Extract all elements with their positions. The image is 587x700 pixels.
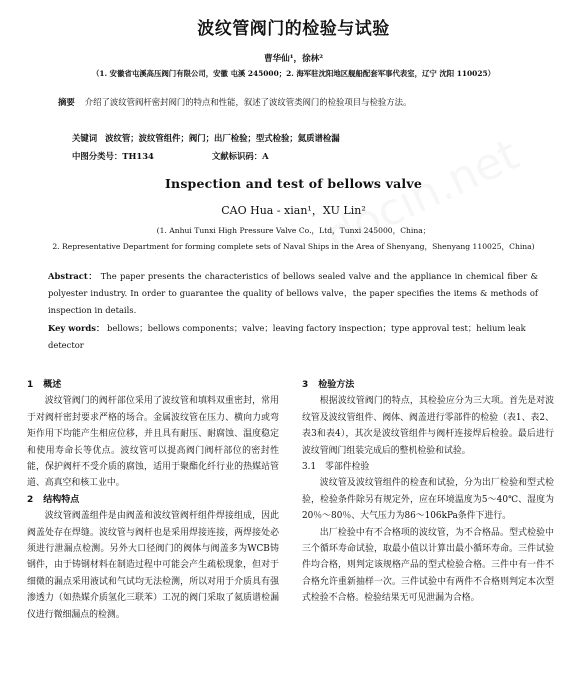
chinese-keywords bbox=[72, 132, 542, 144]
section-3-1-heading: 3.1 零部件检验 bbox=[302, 462, 370, 473]
english-affiliation-1: (1. Anhui Tunxi High Pressure Valve Co.，Ltd，Tunxi 245000，China； bbox=[156, 226, 431, 235]
chinese-abstract bbox=[58, 95, 538, 110]
section-1-paragraph: 波纹管阀门的阀杆部位采用了波纹管和填料双重密封，常用于对阀杆密封要求严格的场合。金属波纹管在压力、横向力或弯矩作用下均能产生相应位移，并且具有耐压、耐腐蚀、温度稳定和使用寿命长等优点。波纹管可以提高阀门阀杆部位的密封性能，保护阀杆不受介质的腐蚀，适用于聚酯化纤行业的热媒站管道、高真空和核工业中。 bbox=[27, 396, 279, 489]
english-title: Inspection and test of bellows valve bbox=[164, 176, 423, 191]
section-1-heading: 1 概述 bbox=[27, 380, 62, 390]
english-abstract-text: The paper presents the characteristics of bellows sealed valve and the appliance in chemical fiber & polyester industry. In order to guarantee the quality of bellows valve，the paper specifies the items & methods of inspection in details. bbox=[48, 271, 538, 315]
chinese-keywords-label: 关键词 bbox=[72, 133, 98, 143]
english-keywords bbox=[48, 320, 538, 354]
english-authors: CAO Hua - xian¹，XU Lin² bbox=[221, 204, 366, 217]
chinese-affiliations: （1. 安徽省屯溪高压阀门有限公司，安徽 屯溪 245000；2. 海军驻沈阳地区舰船配套军事代表室，辽宁 沈阳 110025） bbox=[92, 69, 495, 78]
chinese-title: 波纹管阀门的检验与试验 bbox=[197, 19, 390, 39]
document-code: 文献标识码：A bbox=[211, 151, 269, 161]
class-number: 中图分类号：TH134 bbox=[72, 151, 154, 161]
section-3-1-paragraph-1: 波纹管及波纹管组件的检查和试验，分为出厂检验和型式检验，检验条件除另有规定外，应在环境温度为5～40℃、湿度为20％～80％、大气压力为86～106kPa条件下进行。 bbox=[302, 478, 554, 522]
chinese-abstract-label: 摘要 bbox=[58, 97, 75, 107]
right-column bbox=[302, 377, 554, 607]
chinese-authors: 曹华仙¹，徐林² bbox=[263, 54, 324, 64]
chinese-abstract-text: 介绍了波纹管阀杆密封阀门的特点和性能，叙述了波纹管类阀门的检验项目与检验方法。 bbox=[84, 97, 412, 107]
section-3-1-paragraph-2: 出厂检验中有不合格项的波纹管，为不合格品。型式检验中三个循环寿命试验，取最小值以计算出最小循环寿命。三件试验件均合格，则判定该规格产品的型式检验合格。三件中有一件不合格允许重新抽样一次。三件试验中有两件不合格则判定本次型式检验不合格。检验结果无可见泄漏为合格。 bbox=[302, 527, 554, 604]
english-affiliation-2: 2. Representative Department for forming complete sets of Naval Ships in the Area of Shenyang，Shenyang 110025，China) bbox=[52, 242, 535, 251]
left-column bbox=[27, 377, 279, 623]
section-2-paragraph: 波纹管阀盖组件是由阀盖和波纹管阀杆组件焊接组成，因此阀盖处存在焊缝。波纹管与阀杆也是采用焊接连接，两焊接处必须进行泄漏点检测。另外大口径阀门的阀体与阀盖多为WCB铸钢件，由于铸钢材料在制造过程中可能会产生疏松现象，但对于细微的漏点采用液试和气试均无法检测，所以对用于介质具有强渗透力（如热媒介质氢化三联苯）工况的阀门采取了氦质谱检漏仪进行微细漏点的检测。 bbox=[27, 511, 279, 620]
classification-row bbox=[72, 150, 542, 162]
english-abstract bbox=[48, 268, 538, 319]
section-2-heading: 2 结构特点 bbox=[27, 494, 80, 505]
section-3-heading: 3 检验方法 bbox=[302, 380, 355, 390]
section-3-paragraph: 根据波纹管阀门的特点，其检验应分为三大项。首先是对波纹管及波纹管组件、阀体、阀盖进行零部件的检验（表1、表2、表3和表4），其次是波纹管组件与阀杆连接焊后检验。最后进行波纹管阀门组装完成后的整机检验和试验。 bbox=[302, 396, 554, 456]
english-keywords-label: Key words： bbox=[48, 323, 105, 333]
english-abstract-label: Abstract： bbox=[48, 271, 98, 281]
chinese-keywords-text: 波纹管；波纹管组件；阀门；出厂检验；型式检验；氦质谱检漏 bbox=[105, 133, 340, 143]
english-keywords-text: bellows；bellows components；valve；leaving factory inspection；type approval test；helium leak detector bbox=[48, 323, 526, 350]
